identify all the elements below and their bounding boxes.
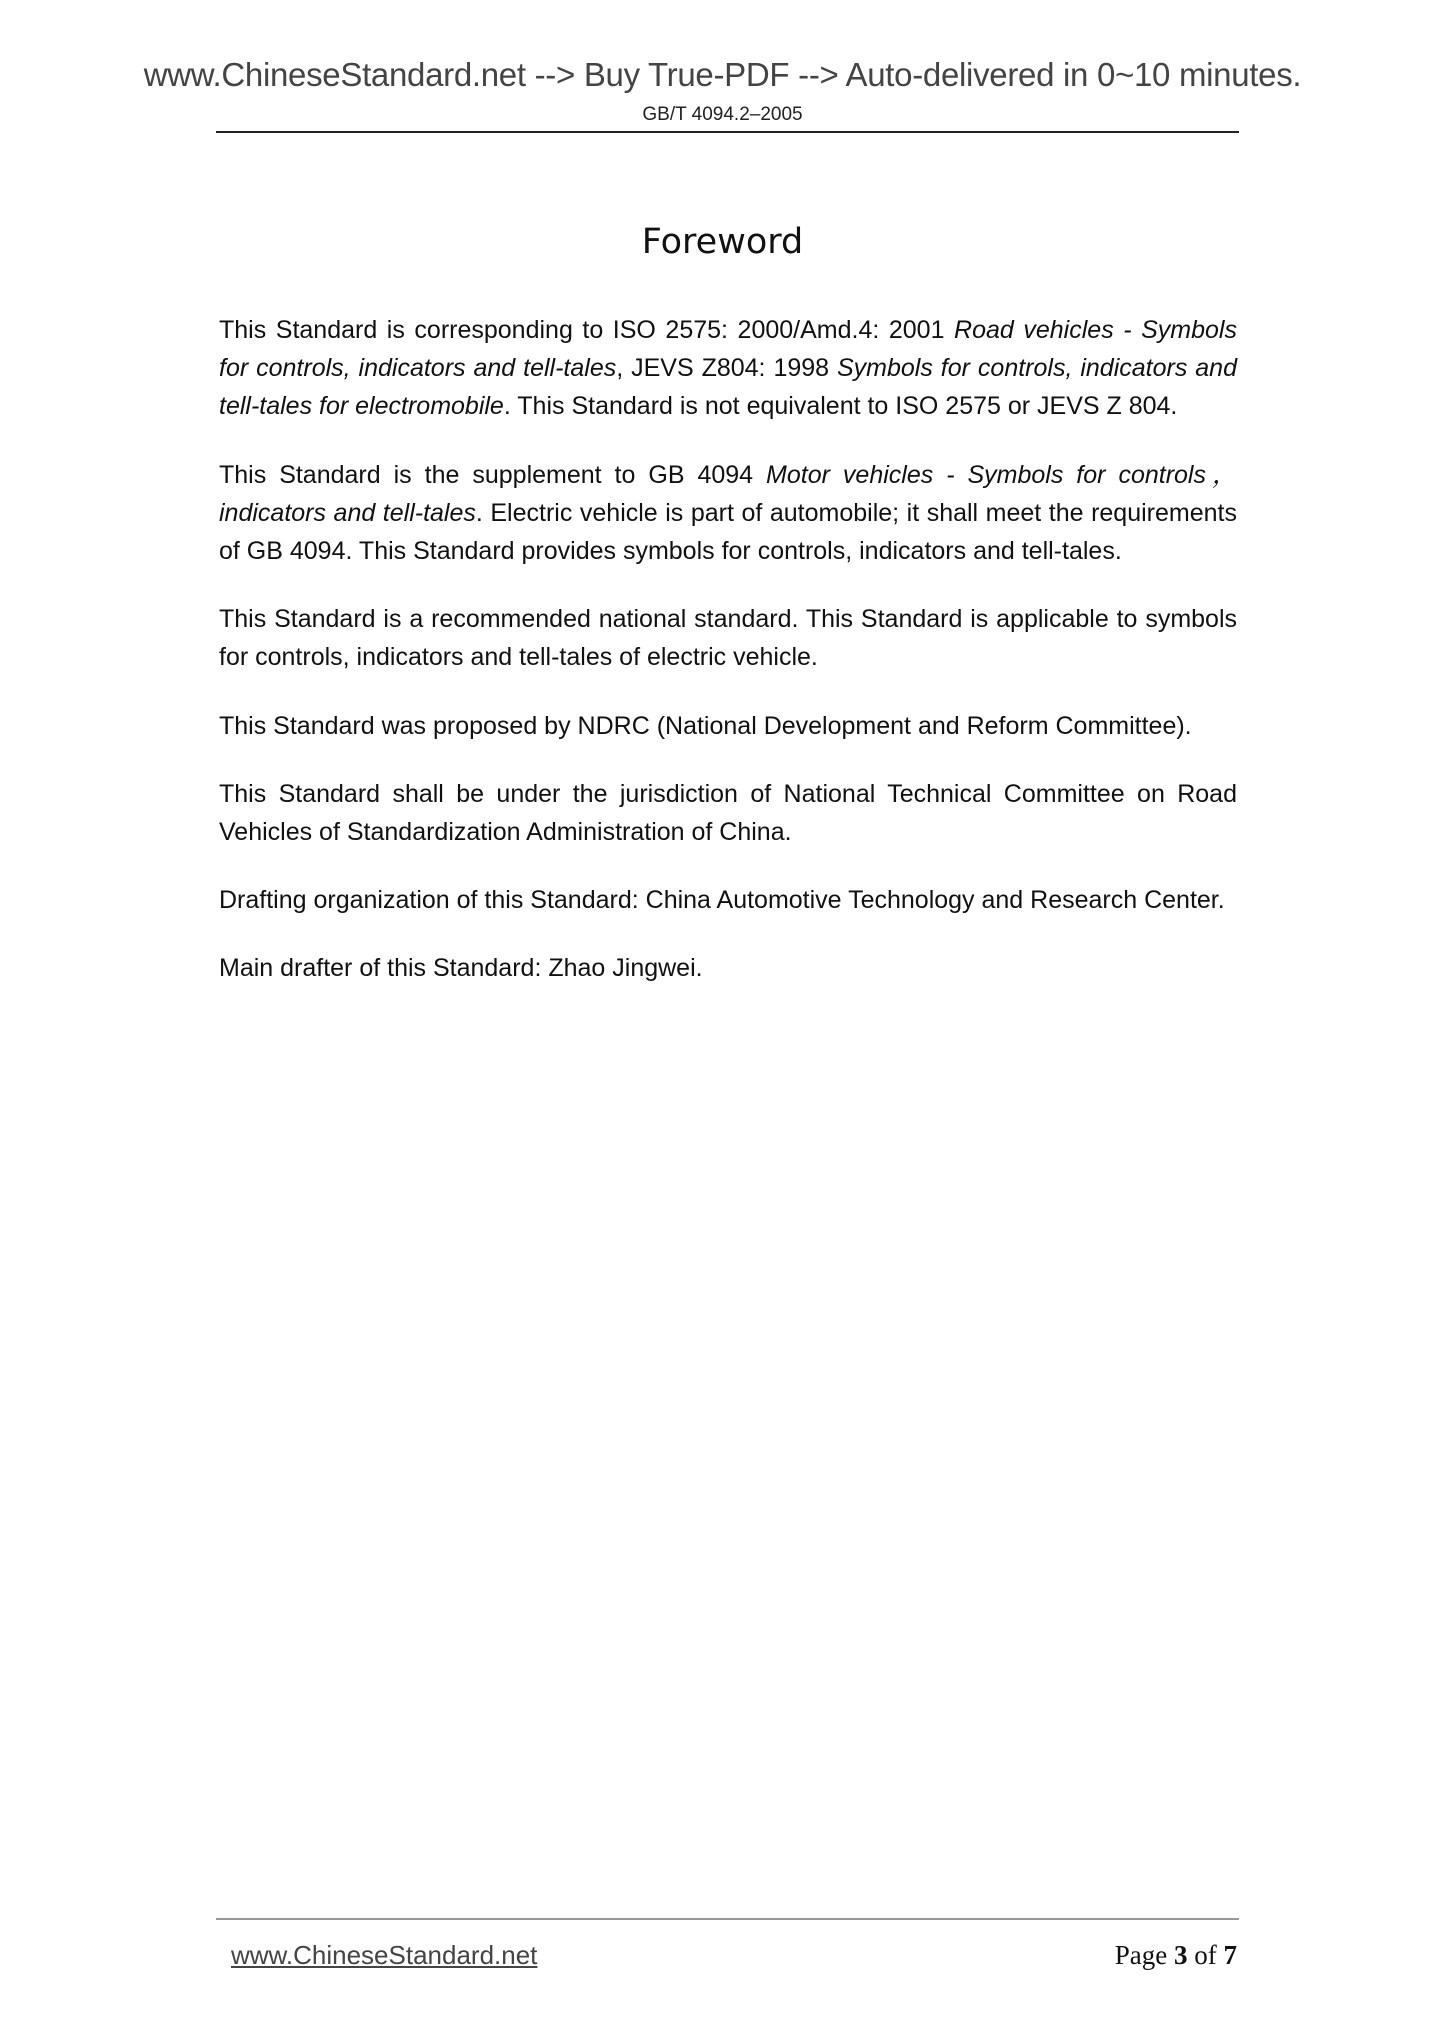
paragraph-drafting-organization: Drafting organization of this Standard: China Automotive Technology and Research Center.: [219, 886, 1225, 915]
page-title: Foreword: [641, 222, 804, 262]
paragraph-correspondence: [219, 311, 1237, 426]
text-segment-italic: Road vehicles - Symbols for controls, indicators and tell-tales: [219, 316, 1237, 383]
text-segment-italic: Motor vehicles - Symbols for controls，indicators and tell-tales: [219, 460, 1237, 527]
page-total: 7: [1223, 1940, 1237, 1970]
paragraph-proposer: This Standard was proposed by NDRC (National Development and Reform Committee).: [219, 711, 1192, 740]
page-mid: of: [1187, 1940, 1224, 1970]
paragraph-jurisdiction: This Standard shall be under the jurisdiction of National Technical Committee on Road Vehicles of Standardization Administration of China.: [219, 779, 1237, 847]
header-divider: [216, 131, 1239, 133]
text-segment: This Standard is corresponding to ISO 2575: 2000/Amd.4: 2001: [219, 316, 955, 344]
footer-divider: [216, 1918, 1239, 1920]
paragraph-scope: This Standard is a recommended national standard. This Standard is applicable to symbols for controls, indicators and tell-tales of electric vehicle.: [219, 605, 1237, 672]
page-current: 3: [1174, 1940, 1188, 1970]
text-segment: . This Standard is not equivalent to ISO 2575 or JEVS Z 804.: [503, 392, 1178, 421]
paragraph-supplement: [219, 456, 1237, 571]
promo-banner: www.ChineseStandard.net --> Buy True-PDF --> Auto-delivered in 0~10 minutes.: [143, 56, 1302, 93]
text-segment: . Electric vehicle is part of automobile; it shall meet the requirements of GB 4094. This Standard provides symbols for controls, indicators and tell-tales.: [219, 498, 1237, 566]
text-segment: This Standard is the supplement to GB 4094: [219, 460, 767, 489]
page-prefix: Page: [1114, 1940, 1174, 1970]
footer-website-link[interactable]: www.ChineseStandard.net: [231, 1940, 538, 1970]
text-segment-italic: Symbols for controls, indicators and tell-tales for electromobile: [219, 354, 1237, 421]
paragraph-main-drafter: Main drafter of this Standard: Zhao Jingwei.: [219, 954, 703, 983]
text-segment: , JEVS Z804: 1998: [616, 354, 837, 383]
document-code: GB/T 4094.2–2005: [642, 104, 803, 125]
document-body: [219, 311, 1237, 1018]
page-number: [1115, 1940, 1237, 1971]
